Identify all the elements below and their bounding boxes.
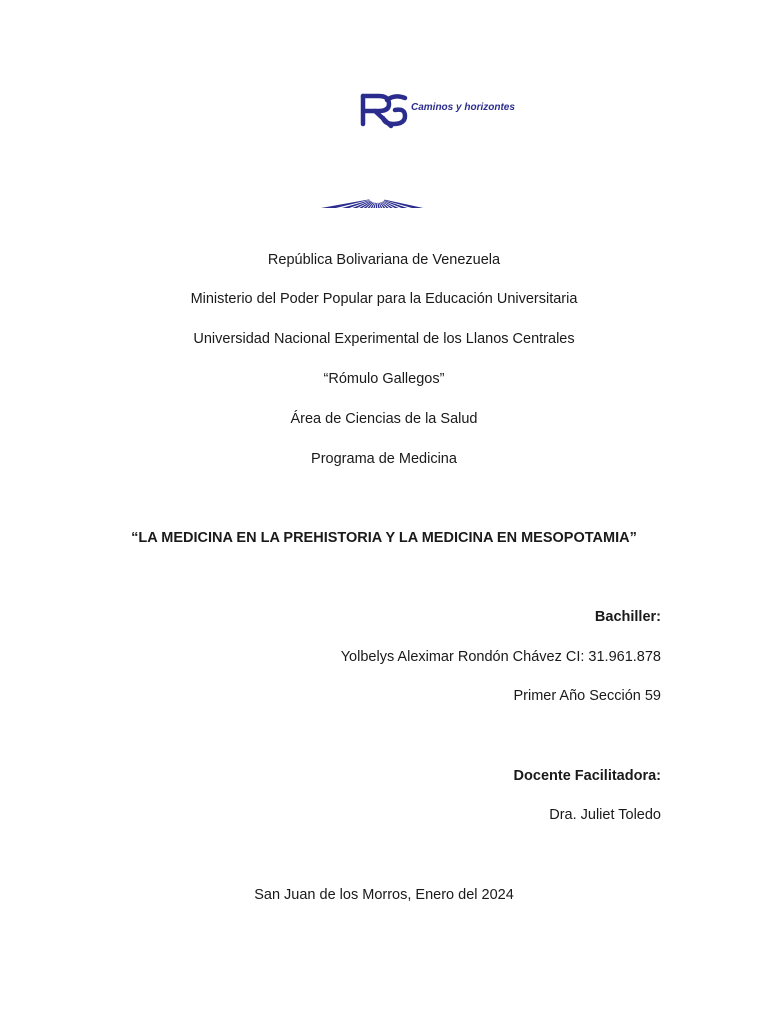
header-country: República Bolivariana de Venezuela <box>267 252 501 268</box>
logo-ray <box>270 200 370 208</box>
teacher-name: Dra. Juliet Toledo <box>549 807 661 823</box>
student-section: Primer Año Sección 59 <box>513 688 661 704</box>
logo-brand-text: Caminos y horizontes <box>411 102 515 113</box>
logo-ray <box>384 200 482 208</box>
logo-monogram <box>363 96 405 126</box>
header-ministry: Ministerio del Poder Popular para la Educación Universitaria <box>190 291 578 307</box>
logo-ray <box>264 199 370 208</box>
student-label: Bachiller: <box>594 609 661 625</box>
footer-place-date: San Juan de los Morros, Enero del 2024 <box>254 887 514 903</box>
logo-sunburst-rays <box>264 199 489 208</box>
header-area: Área de Ciencias de la Salud <box>290 411 478 427</box>
header-university-name: “Rómulo Gallegos” <box>323 371 445 387</box>
student-name: Yolbelys Aleximar Rondón Chávez CI: 31.961.878 <box>340 649 661 665</box>
teacher-label: Docente Facilitadora: <box>513 768 661 784</box>
university-logo <box>255 86 515 208</box>
document-title: “LA MEDICINA EN LA PREHISTORIA Y LA MEDICINA EN MESOPOTAMIA” <box>131 530 637 546</box>
header-program: Programa de Medicina <box>311 451 457 467</box>
header-university: Universidad Nacional Experimental de los Llanos Centrales <box>193 331 575 347</box>
